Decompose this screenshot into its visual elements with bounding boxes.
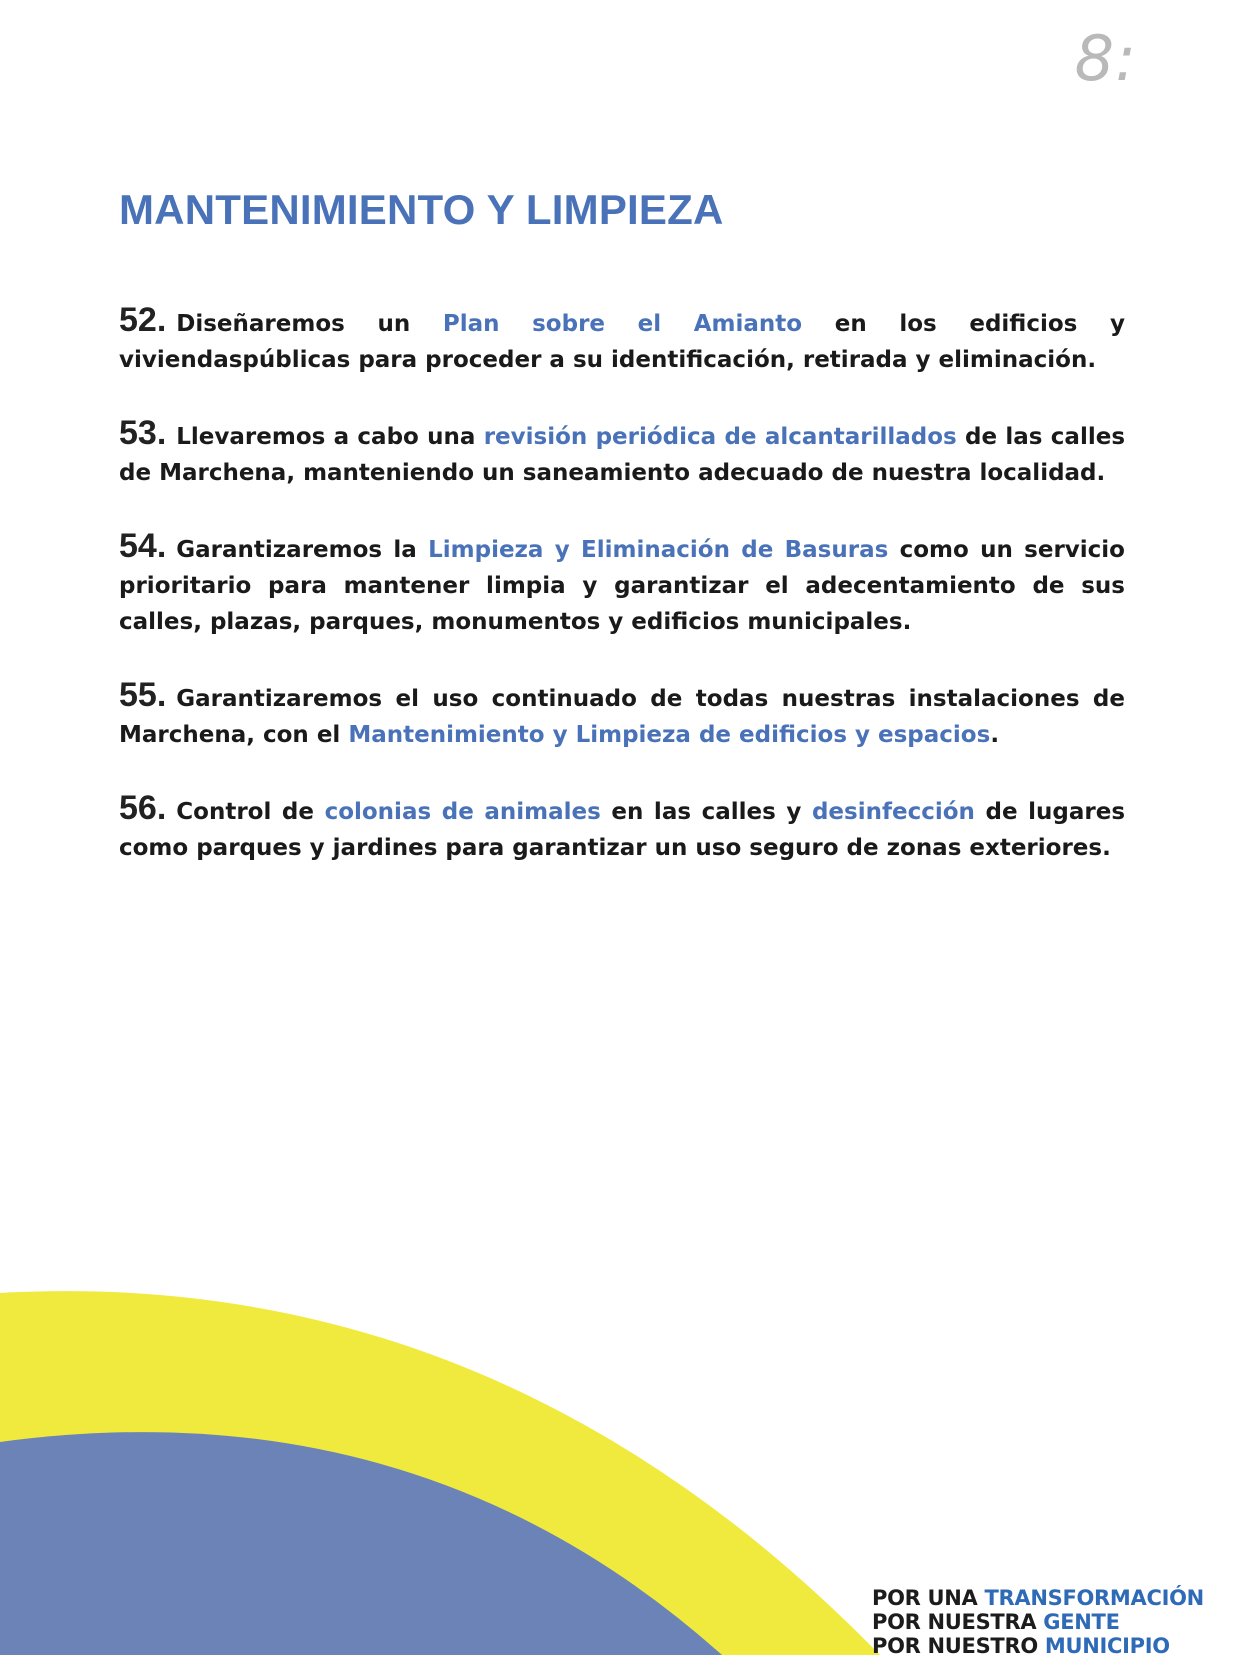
- page-number: 8:: [1074, 22, 1137, 95]
- item-text: de las calles de Marchena, manteniendo un saneamiento adecuado de nuestra localidad.: [119, 424, 1126, 486]
- slogan-prefix: POR UNA: [872, 1586, 985, 1610]
- item-text: Control de: [176, 799, 325, 825]
- proposal-item-54: [119, 528, 1125, 640]
- item-text: Diseñaremos un: [176, 311, 443, 337]
- item-highlight: colonias de animales: [324, 799, 601, 825]
- section-title: MANTENIMIENTO Y LIMPIEZA: [119, 186, 724, 233]
- slogan-line: [872, 1586, 1204, 1610]
- slogan-highlight: GENTE: [1043, 1610, 1120, 1634]
- proposal-item-55: [119, 677, 1125, 753]
- item-number: 54.: [119, 527, 167, 565]
- item-number: 53.: [119, 414, 167, 452]
- item-text: como un servicio prioritario para mantener limpia y garantizar el adecentamiento de sus calles, plazas, parques, monumentos y edificios municipales.: [119, 537, 1125, 635]
- slogan-prefix: POR NUESTRA: [872, 1610, 1044, 1634]
- item-text: de lugares como parques y jardines para garantizar un uso seguro de zonas exteriores.: [119, 799, 1126, 861]
- proposal-item-56: [119, 790, 1125, 866]
- slogan-prefix: POR NUESTRO: [872, 1634, 1045, 1658]
- item-highlight: Limpieza y Eliminación de Basuras: [428, 537, 889, 563]
- slogan-line: [872, 1634, 1204, 1658]
- item-text: Garantizaremos la: [176, 537, 429, 563]
- item-highlight: Mantenimiento y Limpieza de edificios y espacios: [348, 722, 991, 748]
- item-number: 55.: [119, 676, 167, 714]
- item-highlight: Plan sobre el Amianto: [442, 311, 803, 337]
- item-highlight: desinfección: [811, 799, 975, 825]
- item-number: 52.: [119, 301, 167, 339]
- proposal-list: [119, 302, 1125, 903]
- item-text: Garantizaremos el uso continuado de todas nuestras instalaciones de Marchena, con el: [119, 686, 1125, 748]
- item-text: en las calles y: [600, 799, 812, 825]
- item-text: Llevaremos a cabo una: [176, 424, 484, 450]
- item-text: en los edificios y viviendaspúblicas para proceder a su identificación, retirada y eliminación.: [119, 311, 1125, 373]
- item-number: 56.: [119, 789, 167, 827]
- slogan-line: [872, 1610, 1204, 1634]
- proposal-item-53: [119, 415, 1125, 491]
- item-text: .: [990, 722, 1000, 748]
- item-highlight: revisión periódica de alcantarillados: [483, 424, 957, 450]
- proposal-item-52: [119, 302, 1125, 378]
- slogan-highlight: TRANSFORMACIÓN: [984, 1586, 1204, 1610]
- slogan: [872, 1586, 1204, 1658]
- slogan-highlight: MUNICIPIO: [1044, 1634, 1170, 1658]
